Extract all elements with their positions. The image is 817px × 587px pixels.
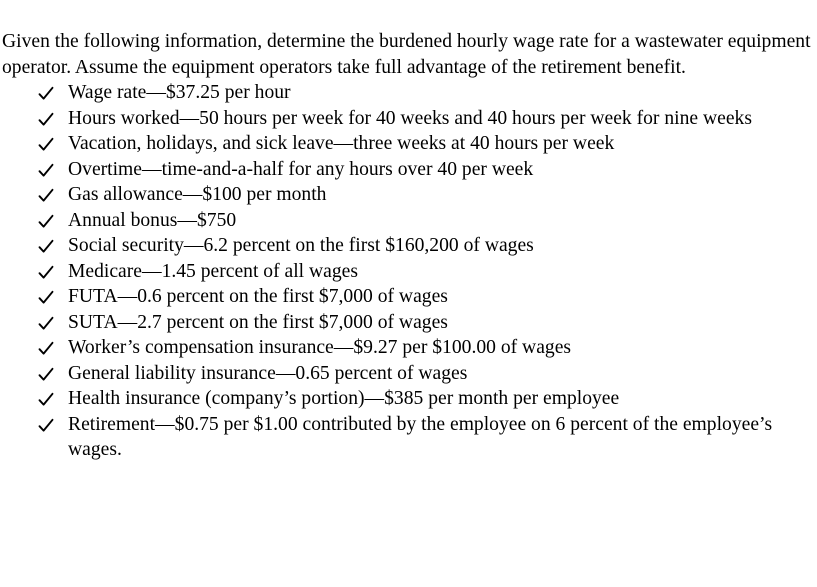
checkmark-icon	[38, 131, 56, 157]
list-item	[2, 157, 814, 183]
checkmark-icon	[38, 106, 56, 132]
list-item	[2, 386, 814, 412]
list-item-text: Social security—6.2 percent on the first $160,200 of wages	[68, 235, 534, 256]
intro-paragraph: Given the following information, determine the burdened hourly wage rate for a wastewater equipment operator. Assume the equipment operators take full advantage of the retirement benefit.	[2, 31, 811, 78]
list-item	[2, 208, 814, 234]
list-item	[2, 284, 814, 310]
list-item-text: Annual bonus—$750	[68, 209, 237, 231]
list-item	[2, 182, 814, 208]
checkmark-icon	[38, 335, 56, 361]
checkmark-icon	[38, 284, 56, 310]
list-item-text: Hours worked—50 hours per week for 40 weeks and 40 hours per week for nine weeks	[68, 107, 752, 129]
list-item	[2, 259, 814, 285]
list-item-text: Health insurance (company’s portion)—$385 per month per employee	[68, 388, 620, 409]
checkmark-icon	[38, 259, 56, 285]
checkmark-icon	[38, 310, 56, 336]
list-item-text: General liability insurance—0.65 percent of wages	[68, 362, 468, 384]
list-item	[2, 361, 814, 387]
list-item-text: Wage rate—$37.25 per hour	[68, 82, 291, 103]
list-item-text: FUTA—0.6 percent on the first $7,000 of wages	[68, 286, 448, 307]
list-item-text: Overtime—time-and-a-half for any hours over 40 per week	[68, 158, 534, 180]
list-item-text: SUTA—2.7 percent on the first $7,000 of wages	[68, 311, 448, 333]
checkmark-icon	[38, 182, 56, 208]
given-info-list	[2, 80, 814, 463]
checkmark-icon	[38, 157, 56, 183]
list-item	[2, 131, 814, 157]
checkmark-icon	[38, 233, 56, 259]
list-item	[2, 310, 814, 336]
checkmark-icon	[38, 412, 56, 438]
problem-statement	[2, 29, 814, 463]
list-item-text: Worker’s compensation insurance—$9.27 per $100.00 of wages	[68, 337, 572, 358]
list-item	[2, 106, 814, 132]
list-item	[2, 335, 814, 361]
list-item-text: Gas allowance—$100 per month	[68, 184, 327, 205]
list-item	[2, 80, 814, 106]
checkmark-icon	[38, 80, 56, 106]
checkmark-icon	[38, 386, 56, 412]
list-item-text: Vacation, holidays, and sick leave—three weeks at 40 hours per week	[68, 133, 615, 154]
list-item-text: Retirement—$0.75 per $1.00 contributed by the employee on 6 percent of the employee’s wages.	[68, 413, 773, 460]
checkmark-icon	[38, 361, 56, 387]
list-item	[2, 412, 814, 463]
checkmark-icon	[38, 208, 56, 234]
list-item	[2, 233, 814, 259]
list-item-text: Medicare—1.45 percent of all wages	[68, 260, 358, 282]
